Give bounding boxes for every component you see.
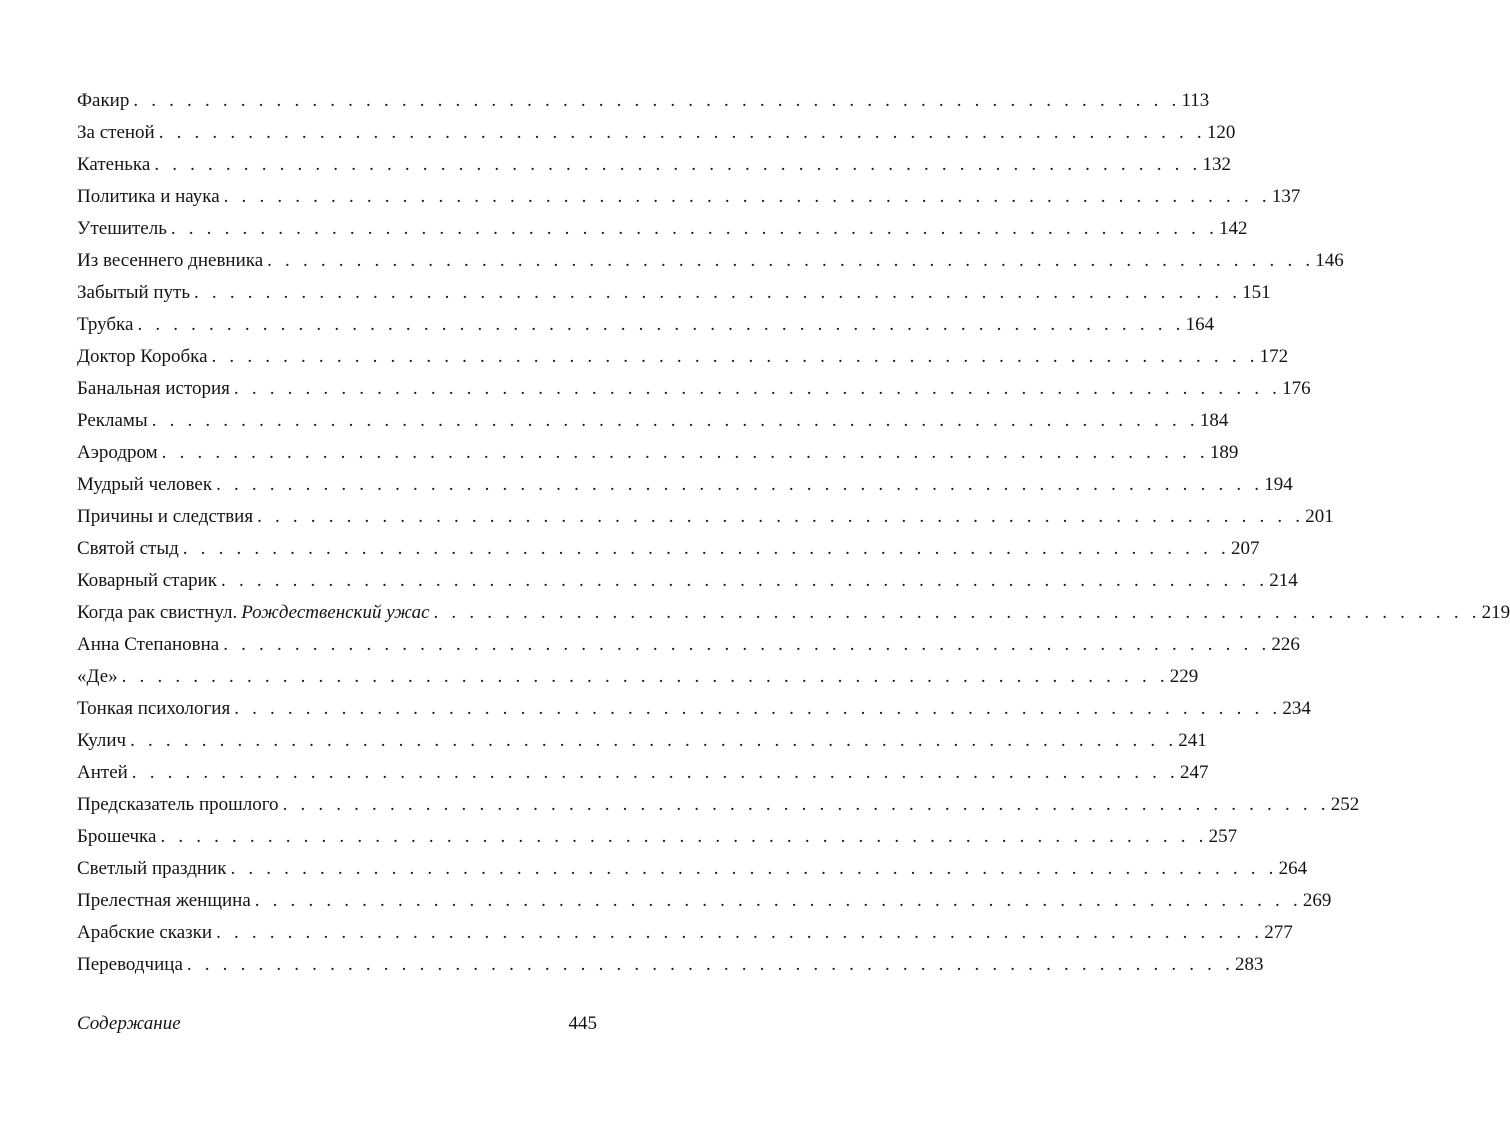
toc-entry-title-text: Когда рак свистнул. (77, 602, 238, 623)
toc-entry-title (77, 789, 283, 821)
toc-entry (77, 629, 1300, 661)
toc-entry-title-text: За стеной (77, 122, 155, 143)
toc-entry-title-text: Тонкая психология (77, 698, 231, 719)
dot-leader: . . . . . . . . . . . . . . . . . . . . . . . . . . . . . . . . . . . . . . . . . . . . . . . . . . . . . . . . . . . (230, 858, 1278, 879)
dot-leader: . . . . . . . . . . . . . . . . . . . . . . . . . . . . . . . . . . . . . . . . . . . . . . . . . . . . . . . . . . . (137, 314, 1185, 335)
toc-entry-title (77, 309, 137, 341)
toc-entry-title-text: Катенька (77, 154, 151, 175)
toc-entry (77, 725, 1207, 757)
toc-entry-page: 176 (1282, 378, 1311, 399)
toc-entry-page: 137 (1271, 186, 1301, 207)
toc-entry (77, 277, 1271, 309)
toc-entry (77, 821, 1238, 853)
toc-entry-title-text: Утешитель (77, 218, 167, 239)
toc-entry-title-text: Прелестная женщина (77, 890, 251, 911)
toc-entry-page: 207 (1230, 538, 1260, 559)
toc-entry (77, 181, 1301, 213)
dot-leader: . . . . . . . . . . . . . . . . . . . . . . . . . . . . . . . . . . . . . . . . . . . . . . . . . . . . . . . . . . . (121, 666, 1169, 687)
dot-leader: . . . . . . . . . . . . . . . . . . . . . . . . . . . . . . . . . . . . . . . . . . . . . . . . . . . . . . . . . . . (221, 570, 1269, 591)
toc-entry-title (77, 405, 152, 437)
dot-leader: . . . . . . . . . . . . . . . . . . . . . . . . . . . . . . . . . . . . . . . . . . . . . . . . . . . . . . . . . . . (170, 218, 1219, 239)
dot-leader: . . . . . . . . . . . . . . . . . . . . . . . . . . . . . . . . . . . . . . . . . . . . . . . . . . . . . . . . . . . (282, 794, 1330, 815)
toc-entry-page: 151 (1242, 282, 1271, 303)
toc-entry-page: 214 (1269, 570, 1298, 591)
toc-entry-title-text: Брошечка (77, 826, 157, 847)
dot-leader: . . . . . . . . . . . . . . . . . . . . . . . . . . . . . . . . . . . . . . . . . . . . . . . . . . . . . . . . . . . (267, 250, 1315, 271)
toc-entry-title (77, 821, 160, 853)
dot-leader: . . . . . . . . . . . . . . . . . . . . . . . . . . . . . . . . . . . . . . . . . . . . . . . . . . . . . . . . . . . (433, 602, 1481, 623)
toc-entry-title (77, 661, 122, 693)
toc-entry-title (77, 277, 194, 309)
toc-entry-page: 247 (1179, 762, 1209, 783)
toc-entry (77, 373, 1311, 405)
toc-entry (77, 469, 1293, 501)
dot-leader: . . . . . . . . . . . . . . . . . . . . . . . . . . . . . . . . . . . . . . . . . . . . . . . . . . . . . . . . . . . (133, 90, 1181, 111)
toc-entry (77, 501, 1334, 533)
toc-entry-page: 184 (1199, 410, 1229, 431)
toc-entry-title-text: Святой стыд (77, 538, 179, 559)
toc-entry-title-text: Рекламы (77, 410, 148, 431)
dot-leader: . . . . . . . . . . . . . . . . . . . . . . . . . . . . . . . . . . . . . . . . . . . . . . . . . . . . . . . . . . . (186, 954, 1235, 975)
toc-entry-title-text: Анна Степановна (77, 634, 220, 655)
toc-entry-title-text: Арабские сказки (77, 922, 213, 943)
toc-entry-title-text: Аэродром (77, 442, 158, 463)
toc-entry-page: 283 (1235, 954, 1264, 975)
toc-entry-title (77, 597, 434, 629)
dot-leader: . . . . . . . . . . . . . . . . . . . . . . . . . . . . . . . . . . . . . . . . . . . . . . . . . . . . . . . . . . . (254, 890, 1302, 911)
toc-entry-title (77, 629, 223, 661)
toc-entry (77, 757, 1209, 789)
toc-entry-title (77, 917, 216, 949)
toc-entry-title (77, 341, 212, 373)
toc-entry-title (77, 437, 162, 469)
toc-entry-title-text: Из весеннего дневника (77, 250, 264, 271)
dot-leader: . . . . . . . . . . . . . . . . . . . . . . . . . . . . . . . . . . . . . . . . . . . . . . . . . . . . . . . . . . . (154, 154, 1202, 175)
dot-leader: . . . . . . . . . . . . . . . . . . . . . . . . . . . . . . . . . . . . . . . . . . . . . . . . . . . . . . . . . . . (151, 410, 1199, 431)
toc-entry-title (77, 117, 159, 149)
toc-entry-page: 132 (1202, 154, 1231, 175)
toc-entry-page: 201 (1305, 506, 1334, 527)
toc-entry (77, 85, 1210, 117)
toc-entry-title (77, 373, 234, 405)
toc-entry-title (77, 149, 154, 181)
toc-entry-title (77, 885, 255, 917)
page-footer (77, 1008, 597, 1040)
toc-entry-title-text: Доктор Коробка (77, 346, 208, 367)
toc-entry-page: 257 (1208, 826, 1238, 847)
toc-entry-title (77, 725, 130, 757)
dot-leader: . . . . . . . . . . . . . . . . . . . . . . . . . . . . . . . . . . . . . . . . . . . . . . . . . . . . . . . . . . . (131, 762, 1179, 783)
toc-entry-title (77, 181, 224, 213)
toc-entry-title (77, 853, 230, 885)
toc-entry (77, 437, 1239, 469)
toc-entry (77, 405, 1229, 437)
toc-entry-page: 229 (1169, 666, 1199, 687)
dot-leader: . . . . . . . . . . . . . . . . . . . . . . . . . . . . . . . . . . . . . . . . . . . . . . . . . . . . . . . . . . . (257, 506, 1305, 527)
toc-entry (77, 341, 1289, 373)
toc-entry-title-text: Светлый праздник (77, 858, 227, 879)
toc-entry (77, 213, 1248, 245)
toc-entry-title (77, 565, 221, 597)
toc-entry-title (77, 949, 187, 981)
toc-entry-page: 219 (1481, 602, 1510, 623)
toc-entry-page: 264 (1278, 858, 1308, 879)
page-number: 445 (568, 1013, 597, 1034)
toc-entry (77, 949, 1264, 981)
toc-entry-title-text: Трубка (77, 314, 134, 335)
dot-leader: . . . . . . . . . . . . . . . . . . . . . . . . . . . . . . . . . . . . . . . . . . . . . . . . . . . . . . . . . . . (234, 698, 1282, 719)
toc-entry-title (77, 85, 133, 117)
toc-entry-page: 164 (1185, 314, 1215, 335)
toc-entry-page: 189 (1209, 442, 1239, 463)
toc-entry-title-text: Антей (77, 762, 128, 783)
toc-entry-title (77, 533, 183, 565)
toc-entry-page: 120 (1206, 122, 1236, 143)
toc-entry (77, 597, 1510, 629)
running-title: Содержание (77, 1013, 181, 1034)
toc-entry (77, 661, 1199, 693)
dot-leader: . . . . . . . . . . . . . . . . . . . . . . . . . . . . . . . . . . . . . . . . . . . . . . . . . . . . . . . . . . . (182, 538, 1230, 559)
toc-entry-page: 241 (1178, 730, 1207, 751)
toc-entry (77, 885, 1332, 917)
toc-entry-page: 172 (1259, 346, 1289, 367)
toc-entry-title (77, 245, 267, 277)
toc-entry-page: 194 (1264, 474, 1293, 495)
toc-entry-page: 277 (1264, 922, 1293, 943)
toc-entry-title-text: Политика и наука (77, 186, 220, 207)
dot-leader: . . . . . . . . . . . . . . . . . . . . . . . . . . . . . . . . . . . . . . . . . . . . . . . . . . . . . . . . . . . (216, 922, 1264, 943)
dot-leader: . . . . . . . . . . . . . . . . . . . . . . . . . . . . . . . . . . . . . . . . . . . . . . . . . . . . . . . . . . . (160, 826, 1208, 847)
toc-entry (77, 533, 1260, 565)
toc-entry-title-text: «Де» (77, 666, 118, 687)
toc-entry-title-text: Причины и следствия (77, 506, 254, 527)
toc-entry-title-text: Кулич (77, 730, 127, 751)
dot-leader: . . . . . . . . . . . . . . . . . . . . . . . . . . . . . . . . . . . . . . . . . . . . . . . . . . . . . . . . . . . (223, 634, 1271, 655)
toc-entry-title-text: Предсказатель прошлого (77, 794, 279, 815)
dot-leader: . . . . . . . . . . . . . . . . . . . . . . . . . . . . . . . . . . . . . . . . . . . . . . . . . . . . . . . . . . . (223, 186, 1271, 207)
toc-entry-title-text: Банальная история (77, 378, 230, 399)
toc-entry (77, 117, 1236, 149)
dot-leader: . . . . . . . . . . . . . . . . . . . . . . . . . . . . . . . . . . . . . . . . . . . . . . . . . . . . . . . . . . . (211, 346, 1259, 367)
toc-entry-page: 113 (1181, 90, 1210, 111)
toc-entry-page: 226 (1271, 634, 1300, 655)
dot-leader: . . . . . . . . . . . . . . . . . . . . . . . . . . . . . . . . . . . . . . . . . . . . . . . . . . . . . . . . . . . (161, 442, 1209, 463)
toc-entry-title (77, 469, 216, 501)
dot-leader: . . . . . . . . . . . . . . . . . . . . . . . . . . . . . . . . . . . . . . . . . . . . . . . . . . . . . . . . . . . (158, 122, 1206, 143)
toc-entry-title-text: Коварный старик (77, 570, 218, 591)
toc-entry-page: 142 (1219, 218, 1248, 239)
toc-entry (77, 789, 1360, 821)
dot-leader: . . . . . . . . . . . . . . . . . . . . . . . . . . . . . . . . . . . . . . . . . . . . . . . . . . . . . . . . . . . (233, 378, 1282, 399)
dot-leader: . . . . . . . . . . . . . . . . . . . . . . . . . . . . . . . . . . . . . . . . . . . . . . . . . . . . . . . . . . . (130, 730, 1178, 751)
toc-entry (77, 853, 1308, 885)
toc-entry-page: 252 (1330, 794, 1360, 815)
toc-entry (77, 309, 1215, 341)
table-of-contents (77, 85, 1510, 981)
toc-entry-title-text: Факир (77, 90, 130, 111)
toc-entry-title-text: Мудрый человек (77, 474, 213, 495)
toc-entry-title (77, 501, 257, 533)
toc-entry-title-text: Забытый путь (77, 282, 191, 303)
toc-entry (77, 565, 1298, 597)
toc-entry (77, 917, 1293, 949)
toc-entry-page: 234 (1282, 698, 1311, 719)
toc-entry (77, 693, 1311, 725)
toc-entry (77, 245, 1344, 277)
toc-entry-page: 269 (1302, 890, 1332, 911)
toc-entry-title (77, 757, 132, 789)
dot-leader: . . . . . . . . . . . . . . . . . . . . . . . . . . . . . . . . . . . . . . . . . . . . . . . . . . . . . . . . . . . (216, 474, 1264, 495)
toc-entry-title-text: Переводчица (77, 954, 183, 975)
toc-entry-title (77, 693, 234, 725)
toc-entry-title (77, 213, 171, 245)
dot-leader: . . . . . . . . . . . . . . . . . . . . . . . . . . . . . . . . . . . . . . . . . . . . . . . . . . . . . . . . . . . (194, 282, 1242, 303)
toc-entry (77, 149, 1231, 181)
toc-entry-page: 146 (1315, 250, 1344, 271)
toc-entry-subtitle: Рождественский ужас (241, 602, 430, 623)
